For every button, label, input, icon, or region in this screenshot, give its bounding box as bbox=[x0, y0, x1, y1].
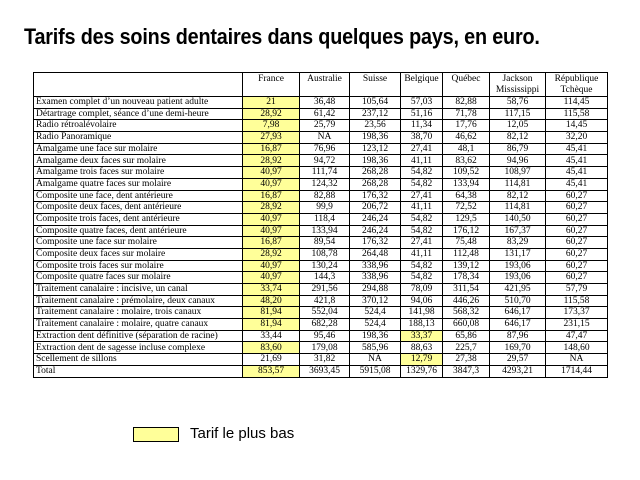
cell: 89,54 bbox=[300, 237, 350, 249]
cell: 114,45 bbox=[546, 97, 608, 109]
row-label: Traitement canalaire : prémolaire, deux canaux bbox=[34, 295, 243, 307]
row-label: Composite trois faces sur molaire bbox=[34, 260, 243, 272]
cell: 114,81 bbox=[490, 178, 546, 190]
cell: 23,56 bbox=[350, 120, 401, 132]
cell: 41,11 bbox=[401, 202, 443, 214]
table-row bbox=[34, 237, 608, 249]
lowest-tariff-cell: 28,92 bbox=[243, 108, 300, 120]
cell: 27,41 bbox=[401, 237, 443, 249]
table-row bbox=[34, 354, 608, 366]
cell: 108,97 bbox=[490, 167, 546, 179]
table-row bbox=[34, 307, 608, 319]
cell: 1329,76 bbox=[401, 365, 443, 377]
cell: 246,24 bbox=[350, 213, 401, 225]
row-label: Composite deux faces, dent antérieure bbox=[34, 202, 243, 214]
cell: 72,52 bbox=[443, 202, 490, 214]
cell: 65,86 bbox=[443, 330, 490, 342]
cell: 27,41 bbox=[401, 143, 443, 155]
cell: 264,48 bbox=[350, 248, 401, 260]
cell: 112,48 bbox=[443, 248, 490, 260]
column-header: Suisse bbox=[350, 73, 401, 97]
cell: 54,82 bbox=[401, 260, 443, 272]
row-label: Radio rétroalévolaire bbox=[34, 120, 243, 132]
cell: 237,12 bbox=[350, 108, 401, 120]
cell: 33,44 bbox=[243, 330, 300, 342]
row-label: Composite une face, dent antérieure bbox=[34, 190, 243, 202]
cell: 45,41 bbox=[546, 178, 608, 190]
cell: 524,4 bbox=[350, 307, 401, 319]
row-label: Traitement canalaire : molaire, trois canaux bbox=[34, 307, 243, 319]
cell: 45,41 bbox=[546, 155, 608, 167]
cell: 82,88 bbox=[443, 97, 490, 109]
cell: 86,79 bbox=[490, 143, 546, 155]
cell: 176,32 bbox=[350, 190, 401, 202]
table-body bbox=[34, 97, 608, 378]
cell: 133,94 bbox=[443, 178, 490, 190]
row-label: Détartrage complet, séance d’une demi-heure bbox=[34, 108, 243, 120]
cell: 32,20 bbox=[546, 132, 608, 144]
cell: 552,04 bbox=[300, 307, 350, 319]
header-row bbox=[34, 73, 608, 97]
lowest-tariff-cell: 28,92 bbox=[243, 155, 300, 167]
cell: 54,82 bbox=[401, 272, 443, 284]
cell: 1714,44 bbox=[546, 365, 608, 377]
cell: 99,9 bbox=[300, 202, 350, 214]
cell: 48,1 bbox=[443, 143, 490, 155]
row-label: Amalgame une face sur molaire bbox=[34, 143, 243, 155]
cell: 206,72 bbox=[350, 202, 401, 214]
cell: 179,08 bbox=[300, 342, 350, 354]
cell: 568,32 bbox=[443, 307, 490, 319]
lowest-tariff-cell: 33,37 bbox=[401, 330, 443, 342]
row-label: Amalgame quatre faces sur molaire bbox=[34, 178, 243, 190]
cell: 111,74 bbox=[300, 167, 350, 179]
row-label: Traitement canalaire : incisive, un canal bbox=[34, 284, 243, 296]
row-label: Examen complet d’un nouveau patient adulte bbox=[34, 97, 243, 109]
cell: 54,82 bbox=[401, 225, 443, 237]
cell: 94,72 bbox=[300, 155, 350, 167]
cell: 38,70 bbox=[401, 132, 443, 144]
cell: 82,12 bbox=[490, 132, 546, 144]
cell: 311,54 bbox=[443, 284, 490, 296]
cell: 5915,08 bbox=[350, 365, 401, 377]
cell: 60,27 bbox=[546, 272, 608, 284]
cell: 446,26 bbox=[443, 295, 490, 307]
row-label: Amalgame deux faces sur molaire bbox=[34, 155, 243, 167]
cell: 75,48 bbox=[443, 237, 490, 249]
cell: 198,36 bbox=[350, 330, 401, 342]
row-label: Traitement canalaire : molaire, quatre canaux bbox=[34, 319, 243, 331]
cell: 31,82 bbox=[300, 354, 350, 366]
table-row bbox=[34, 225, 608, 237]
row-label: Scellement de sillons bbox=[34, 354, 243, 366]
row-label: Extraction dent définitive (séparation de racine) bbox=[34, 330, 243, 342]
cell: 17,76 bbox=[443, 120, 490, 132]
cell: 421,95 bbox=[490, 284, 546, 296]
cell: 338,96 bbox=[350, 272, 401, 284]
cell: 60,27 bbox=[546, 213, 608, 225]
cell: 176,32 bbox=[350, 237, 401, 249]
cell: 510,70 bbox=[490, 295, 546, 307]
cell: 105,64 bbox=[350, 97, 401, 109]
cell: 115,58 bbox=[546, 295, 608, 307]
cell: 108,78 bbox=[300, 248, 350, 260]
cell: 60,27 bbox=[546, 237, 608, 249]
cell: 12,05 bbox=[490, 120, 546, 132]
cell: 83,62 bbox=[443, 155, 490, 167]
cell: 83,29 bbox=[490, 237, 546, 249]
cell: 41,11 bbox=[401, 248, 443, 260]
cell: 140,50 bbox=[490, 213, 546, 225]
cell: 338,96 bbox=[350, 260, 401, 272]
cell: 246,24 bbox=[350, 225, 401, 237]
lowest-tariff-cell: 27,93 bbox=[243, 132, 300, 144]
cell: 78,09 bbox=[401, 284, 443, 296]
table-row bbox=[34, 178, 608, 190]
cell: 198,36 bbox=[350, 155, 401, 167]
lowest-tariff-cell: 40,97 bbox=[243, 225, 300, 237]
table-row bbox=[34, 213, 608, 225]
cell: 87,96 bbox=[490, 330, 546, 342]
cell: 268,28 bbox=[350, 178, 401, 190]
table-row bbox=[34, 295, 608, 307]
cell: 64,38 bbox=[443, 190, 490, 202]
lowest-tariff-cell: 48,20 bbox=[243, 295, 300, 307]
cell: 139,12 bbox=[443, 260, 490, 272]
cell: 118,4 bbox=[300, 213, 350, 225]
row-label: Radio Panoramique bbox=[34, 132, 243, 144]
lowest-tariff-cell: 83,60 bbox=[243, 342, 300, 354]
lowest-tariff-cell: 81,94 bbox=[243, 319, 300, 331]
cell: 193,06 bbox=[490, 260, 546, 272]
legend-swatch bbox=[133, 427, 179, 442]
cell: 115,58 bbox=[546, 108, 608, 120]
cell: 167,37 bbox=[490, 225, 546, 237]
table-row bbox=[34, 342, 608, 354]
cell: 294,88 bbox=[350, 284, 401, 296]
lowest-tariff-cell: 28,92 bbox=[243, 202, 300, 214]
table-row bbox=[34, 167, 608, 179]
cell: NA bbox=[546, 354, 608, 366]
table-row bbox=[34, 202, 608, 214]
cell: 47,47 bbox=[546, 330, 608, 342]
cell: 268,28 bbox=[350, 167, 401, 179]
lowest-tariff-cell: 21 bbox=[243, 97, 300, 109]
legend-label: Tarif le plus bas bbox=[190, 425, 295, 442]
table-row bbox=[34, 260, 608, 272]
cell: 94,96 bbox=[490, 155, 546, 167]
cell: 109,52 bbox=[443, 167, 490, 179]
cell: 169,70 bbox=[490, 342, 546, 354]
row-label: Total bbox=[34, 365, 243, 377]
page-title: Tarifs des soins dentaires dans quelques pays, en euro. bbox=[24, 24, 540, 49]
table-row bbox=[34, 155, 608, 167]
lowest-tariff-cell: 40,97 bbox=[243, 178, 300, 190]
cell: 646,17 bbox=[490, 307, 546, 319]
table-row bbox=[34, 190, 608, 202]
cell: 370,12 bbox=[350, 295, 401, 307]
cell: 144,3 bbox=[300, 272, 350, 284]
lowest-tariff-cell: 28,92 bbox=[243, 248, 300, 260]
cell: 45,41 bbox=[546, 143, 608, 155]
cell: 27,41 bbox=[401, 190, 443, 202]
cell: 188,13 bbox=[401, 319, 443, 331]
table-row bbox=[34, 132, 608, 144]
cell: 3847,3 bbox=[443, 365, 490, 377]
cell: 60,27 bbox=[546, 248, 608, 260]
cell: 11,34 bbox=[401, 120, 443, 132]
table-row bbox=[34, 330, 608, 342]
cell: 4293,21 bbox=[490, 365, 546, 377]
column-header: Québec bbox=[443, 73, 490, 97]
cell: 61,42 bbox=[300, 108, 350, 120]
lowest-tariff-cell: 7,98 bbox=[243, 120, 300, 132]
cell: 176,12 bbox=[443, 225, 490, 237]
row-label: Composite quatre faces, dent antérieure bbox=[34, 225, 243, 237]
cell: 141,98 bbox=[401, 307, 443, 319]
column-header: Australie bbox=[300, 73, 350, 97]
cell: 21,69 bbox=[243, 354, 300, 366]
cell: 95,46 bbox=[300, 330, 350, 342]
lowest-tariff-cell: 16,87 bbox=[243, 190, 300, 202]
lowest-tariff-cell: 16,87 bbox=[243, 143, 300, 155]
row-label: Composite deux faces sur molaire bbox=[34, 248, 243, 260]
cell: 421,8 bbox=[300, 295, 350, 307]
cell: 82,88 bbox=[300, 190, 350, 202]
cell: 660,08 bbox=[443, 319, 490, 331]
cell: 94,06 bbox=[401, 295, 443, 307]
cell: 117,15 bbox=[490, 108, 546, 120]
cell: 54,82 bbox=[401, 167, 443, 179]
column-header: Jackson Mississippi bbox=[490, 73, 546, 97]
cell: 41,11 bbox=[401, 155, 443, 167]
corner-cell bbox=[34, 73, 243, 97]
cell: 60,27 bbox=[546, 225, 608, 237]
tariffs-table bbox=[33, 72, 608, 378]
cell: 71,78 bbox=[443, 108, 490, 120]
cell: 14,45 bbox=[546, 120, 608, 132]
cell: 25,79 bbox=[300, 120, 350, 132]
lowest-tariff-cell: 12,79 bbox=[401, 354, 443, 366]
cell: 524,4 bbox=[350, 319, 401, 331]
table-row bbox=[34, 272, 608, 284]
table-row bbox=[34, 248, 608, 260]
lowest-tariff-cell: 40,97 bbox=[243, 260, 300, 272]
column-header: France bbox=[243, 73, 300, 97]
cell: 148,60 bbox=[546, 342, 608, 354]
cell: 682,28 bbox=[300, 319, 350, 331]
row-label: Amalgame trois faces sur molaire bbox=[34, 167, 243, 179]
row-label: Composite quatre faces sur molaire bbox=[34, 272, 243, 284]
cell: 54,82 bbox=[401, 213, 443, 225]
cell: 231,15 bbox=[546, 319, 608, 331]
lowest-tariff-cell: 16,87 bbox=[243, 237, 300, 249]
table-row bbox=[34, 120, 608, 132]
row-label: Composite trois faces, dent antérieure bbox=[34, 213, 243, 225]
table-row bbox=[34, 365, 608, 377]
cell: 585,96 bbox=[350, 342, 401, 354]
cell: 58,76 bbox=[490, 97, 546, 109]
cell: 193,06 bbox=[490, 272, 546, 284]
cell: 29,57 bbox=[490, 354, 546, 366]
cell: 173,37 bbox=[546, 307, 608, 319]
cell: 133,94 bbox=[300, 225, 350, 237]
table-row bbox=[34, 284, 608, 296]
cell: 291,56 bbox=[300, 284, 350, 296]
table-row bbox=[34, 108, 608, 120]
table-row bbox=[34, 97, 608, 109]
lowest-tariff-cell: 40,97 bbox=[243, 167, 300, 179]
lowest-tariff-cell: 81,94 bbox=[243, 307, 300, 319]
column-header: République Tchèque bbox=[546, 73, 608, 97]
cell: 46,62 bbox=[443, 132, 490, 144]
cell: 88,63 bbox=[401, 342, 443, 354]
cell: 131,17 bbox=[490, 248, 546, 260]
cell: 54,82 bbox=[401, 178, 443, 190]
cell: 3693,45 bbox=[300, 365, 350, 377]
table-row bbox=[34, 143, 608, 155]
cell: 225,7 bbox=[443, 342, 490, 354]
cell: 45,41 bbox=[546, 167, 608, 179]
cell: 57,79 bbox=[546, 284, 608, 296]
lowest-tariff-cell: 33,74 bbox=[243, 284, 300, 296]
cell: 36,48 bbox=[300, 97, 350, 109]
table-row bbox=[34, 319, 608, 331]
cell: 76,96 bbox=[300, 143, 350, 155]
lowest-tariff-cell: 853,57 bbox=[243, 365, 300, 377]
cell: NA bbox=[350, 354, 401, 366]
cell: 129,5 bbox=[443, 213, 490, 225]
lowest-tariff-cell: 40,97 bbox=[243, 272, 300, 284]
cell: 27,38 bbox=[443, 354, 490, 366]
column-header: Belgique bbox=[401, 73, 443, 97]
cell: 114,81 bbox=[490, 202, 546, 214]
cell: NA bbox=[300, 132, 350, 144]
cell: 178,34 bbox=[443, 272, 490, 284]
cell: 198,36 bbox=[350, 132, 401, 144]
cell: 82,12 bbox=[490, 190, 546, 202]
cell: 646,17 bbox=[490, 319, 546, 331]
cell: 60,27 bbox=[546, 202, 608, 214]
lowest-tariff-cell: 40,97 bbox=[243, 213, 300, 225]
cell: 123,12 bbox=[350, 143, 401, 155]
row-label: Composite une face sur molaire bbox=[34, 237, 243, 249]
cell: 60,27 bbox=[546, 190, 608, 202]
cell: 57,03 bbox=[401, 97, 443, 109]
cell: 130,24 bbox=[300, 260, 350, 272]
cell: 60,27 bbox=[546, 260, 608, 272]
cell: 124,32 bbox=[300, 178, 350, 190]
cell: 51,16 bbox=[401, 108, 443, 120]
row-label: Extraction dent de sagesse incluse complexe bbox=[34, 342, 243, 354]
